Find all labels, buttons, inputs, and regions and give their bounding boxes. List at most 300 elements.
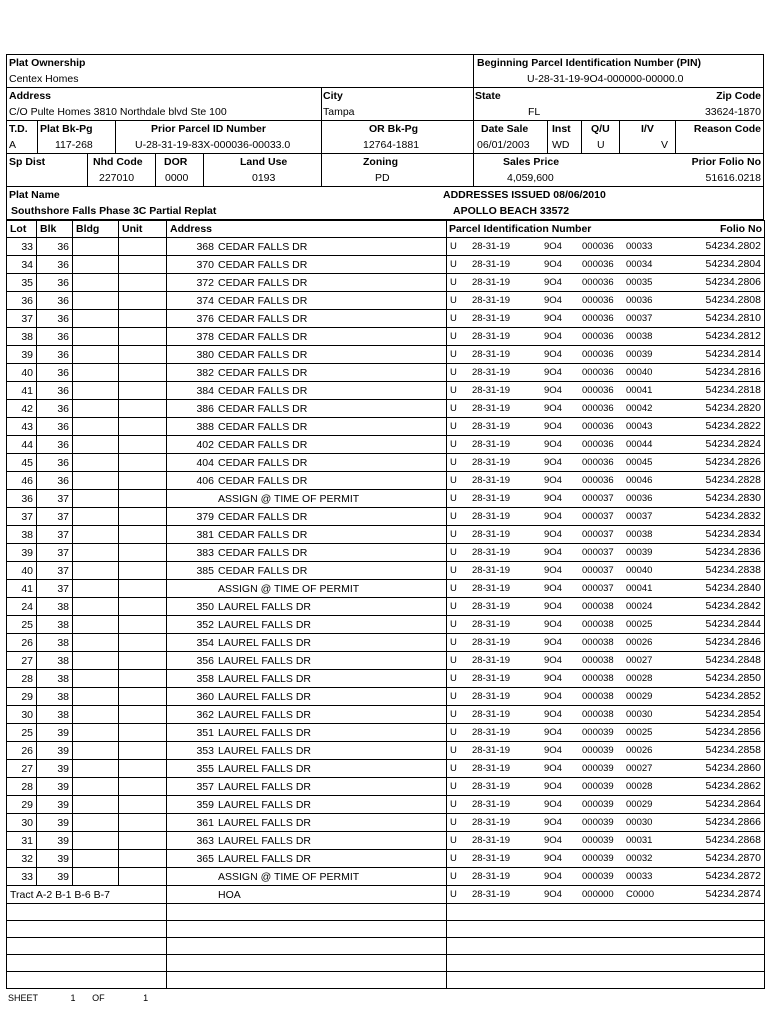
- street-name: ASSIGN @ TIME OF PERMIT: [218, 870, 360, 883]
- table-row: [7, 814, 765, 832]
- table-row: [7, 364, 765, 382]
- pin-part-5: 00036: [626, 493, 653, 504]
- pin-part-5: 00027: [626, 763, 653, 774]
- house-number: 351: [196, 726, 214, 739]
- pin-part-4: 000036: [582, 349, 614, 360]
- bldg-cell: [73, 688, 119, 706]
- unit-cell: [119, 292, 167, 310]
- pin-part-1: U: [450, 763, 457, 774]
- lot-cell: 37: [7, 508, 37, 526]
- street-name: LAUREL FALLS DR: [218, 816, 311, 829]
- pin-part-3: 9O4: [544, 529, 562, 540]
- pin-part-3: 9O4: [544, 673, 562, 684]
- pin-part-5: 00038: [626, 529, 653, 540]
- pin-cell: [447, 724, 765, 742]
- bldg-cell: [73, 616, 119, 634]
- street-name: CEDAR FALLS DR: [218, 330, 308, 343]
- pin-part-1: U: [450, 655, 457, 666]
- pin-cell: [447, 436, 765, 454]
- pin-cell: [447, 418, 765, 436]
- pin-part-4: 000039: [582, 781, 614, 792]
- orbk-label: OR Bk-Pg: [369, 123, 419, 135]
- lots-table: [6, 220, 765, 989]
- street-name: CEDAR FALLS DR: [218, 240, 308, 253]
- table-row: [7, 652, 765, 670]
- pin-part-2: 28-31-19: [472, 475, 511, 486]
- qu-value: U: [597, 139, 605, 151]
- lot-cell: 25: [7, 724, 37, 742]
- prior-folio-value: 51616.0218: [705, 172, 761, 184]
- dor-value: 0000: [165, 172, 189, 184]
- pin-part-2: 28-31-19: [472, 529, 511, 540]
- pin-part-5: 00041: [626, 583, 653, 594]
- pin-part-5: 00037: [626, 313, 653, 324]
- folio-cell: 54234.2818: [705, 384, 761, 396]
- house-number: 361: [196, 816, 214, 829]
- pin-part-3: 9O4: [544, 619, 562, 630]
- pin-cell: [447, 310, 765, 328]
- bldg-cell: [73, 814, 119, 832]
- unit-cell: [119, 418, 167, 436]
- pin-part-2: 28-31-19: [472, 799, 511, 810]
- house-number: 350: [196, 600, 214, 613]
- lot-cell: 45: [7, 454, 37, 472]
- pin-part-3: 9O4: [544, 277, 562, 288]
- pin-part-5: 00035: [626, 277, 653, 288]
- unit-cell: [119, 850, 167, 868]
- lot-cell: 30: [7, 706, 37, 724]
- prior-pin-label: Prior Parcel ID Number: [151, 123, 266, 135]
- pin-part-3: 9O4: [544, 457, 562, 468]
- pin-part-3: 9O4: [544, 835, 562, 846]
- pin-part-1: U: [450, 583, 457, 594]
- bldg-cell: [73, 850, 119, 868]
- pin-part-3: 9O4: [544, 367, 562, 378]
- unit-cell: [119, 616, 167, 634]
- unit-cell: [119, 526, 167, 544]
- bldg-cell: [73, 472, 119, 490]
- house-number: 402: [196, 438, 214, 451]
- unit-cell: [119, 688, 167, 706]
- table-row: [7, 832, 765, 850]
- pin-part-1: U: [450, 349, 457, 360]
- blk-cell: 36: [37, 310, 73, 328]
- pin-part-1: U: [450, 457, 457, 468]
- street-name: CEDAR FALLS DR: [218, 564, 308, 577]
- bldg-cell: [73, 652, 119, 670]
- inst-label: Inst: [552, 123, 571, 135]
- folio-cell: 54234.2824: [705, 438, 761, 450]
- lot-cell: 26: [7, 742, 37, 760]
- bldg-cell: [73, 832, 119, 850]
- blk-cell: 36: [37, 454, 73, 472]
- pin-part-1: U: [450, 241, 457, 252]
- folio-cell: 54234.2802: [705, 240, 761, 252]
- pin-part-5: 00026: [626, 745, 653, 756]
- zip-label: Zip Code: [716, 90, 761, 102]
- folio-cell: 54234.2844: [705, 618, 761, 630]
- lot-cell: 39: [7, 544, 37, 562]
- pin-part-1: U: [450, 781, 457, 792]
- pin-part-5: 00029: [626, 691, 653, 702]
- pin-part-3: 9O4: [544, 439, 562, 450]
- pin-part-4: 000039: [582, 871, 614, 882]
- house-number: 372: [196, 276, 214, 289]
- pin-cell: [447, 490, 765, 508]
- pin-part-2: 28-31-19: [472, 691, 511, 702]
- bldg-cell: [73, 724, 119, 742]
- table-body: [7, 238, 765, 989]
- pin-part-2: 28-31-19: [472, 637, 511, 648]
- lot-cell: 29: [7, 796, 37, 814]
- street-name: CEDAR FALLS DR: [218, 510, 308, 523]
- blk-cell: 36: [37, 292, 73, 310]
- lot-cell: 46: [7, 472, 37, 490]
- zoning-label: Zoning: [363, 156, 398, 168]
- bldg-cell: [73, 364, 119, 382]
- street-name: CEDAR FALLS DR: [218, 546, 308, 559]
- pin-part-2: 28-31-19: [472, 889, 511, 900]
- pin-part-5: 00044: [626, 439, 653, 450]
- sheet-num: 1: [70, 993, 76, 1003]
- prior-pin-value: U-28-31-19-83X-000036-00033.0: [135, 139, 291, 151]
- street-name: CEDAR FALLS DR: [218, 312, 308, 325]
- blk-cell: 39: [37, 796, 73, 814]
- table-row: [7, 310, 765, 328]
- pin-cell: [447, 544, 765, 562]
- street-name: HOA: [218, 888, 241, 901]
- bldg-cell: [73, 346, 119, 364]
- td-label: T.D.: [9, 123, 28, 135]
- pin-cell: [447, 796, 765, 814]
- address-cell: [167, 490, 447, 508]
- blk-cell: 38: [37, 652, 73, 670]
- table-row: [7, 634, 765, 652]
- blk-cell: 37: [37, 490, 73, 508]
- pin-cell: [447, 346, 765, 364]
- unit-cell: [119, 778, 167, 796]
- plat-name-label: Plat Name: [9, 189, 60, 201]
- iv-label: I/V: [641, 123, 654, 135]
- bldg-cell: [73, 382, 119, 400]
- lot-cell: 39: [7, 346, 37, 364]
- street-name: CEDAR FALLS DR: [218, 348, 308, 361]
- blk-cell: 38: [37, 706, 73, 724]
- col-unit: Unit: [119, 221, 167, 238]
- blk-cell: 36: [37, 328, 73, 346]
- address-cell: [167, 274, 447, 292]
- folio-cell: 54234.2858: [705, 744, 761, 756]
- lot-cell: 41: [7, 382, 37, 400]
- bldg-cell: [73, 670, 119, 688]
- date-sale-value: 06/01/2003: [477, 139, 530, 151]
- lot-cell: 30: [7, 814, 37, 832]
- pin-cell: [447, 742, 765, 760]
- address-cell: [167, 238, 447, 256]
- house-number: 357: [196, 780, 214, 793]
- folio-cell: 54234.2848: [705, 654, 761, 666]
- col-address: Address: [167, 221, 447, 238]
- table-row: [7, 850, 765, 868]
- pin-part-1: U: [450, 853, 457, 864]
- unit-cell: [119, 562, 167, 580]
- street-name: LAUREL FALLS DR: [218, 780, 311, 793]
- house-number: 386: [196, 402, 214, 415]
- pin-cell: [447, 454, 765, 472]
- unit-cell: [119, 310, 167, 328]
- folio-cell: 54234.2860: [705, 762, 761, 774]
- pin-part-4: 000036: [582, 313, 614, 324]
- col-folio: Folio No: [720, 223, 762, 235]
- lot-cell: 25: [7, 616, 37, 634]
- pin-part-1: U: [450, 493, 457, 504]
- unit-cell: [119, 508, 167, 526]
- pin-cell: [447, 562, 765, 580]
- pin-part-5: 00041: [626, 385, 653, 396]
- pin-cell: [447, 328, 765, 346]
- bldg-cell: [73, 526, 119, 544]
- unit-cell: [119, 364, 167, 382]
- table-row: [7, 526, 765, 544]
- pin-part-2: 28-31-19: [472, 871, 511, 882]
- blank-row: [7, 972, 765, 989]
- blk-cell: 37: [37, 508, 73, 526]
- folio-cell: 54234.2866: [705, 816, 761, 828]
- plat-name-value: Southshore Falls Phase 3C Partial Replat: [11, 205, 217, 217]
- pin-cell: [447, 814, 765, 832]
- pin-part-4: 000036: [582, 331, 614, 342]
- lot-cell: 42: [7, 400, 37, 418]
- blk-cell: 36: [37, 274, 73, 292]
- house-number: 406: [196, 474, 214, 487]
- pin-part-4: 000038: [582, 655, 614, 666]
- pin-part-5: 00043: [626, 421, 653, 432]
- table-row: [7, 598, 765, 616]
- folio-cell: 54234.2822: [705, 420, 761, 432]
- pin-cell: [447, 688, 765, 706]
- lot-cell: 34: [7, 256, 37, 274]
- lot-cell: 36: [7, 292, 37, 310]
- city-value: Tampa: [323, 106, 355, 118]
- street-name: CEDAR FALLS DR: [218, 276, 308, 289]
- pin-part-1: U: [450, 439, 457, 450]
- pin-part-3: 9O4: [544, 511, 562, 522]
- pin-cell: [447, 886, 765, 904]
- street-name: CEDAR FALLS DR: [218, 258, 308, 271]
- pin-cell: [447, 364, 765, 382]
- unit-cell: [119, 868, 167, 886]
- bldg-cell: [73, 508, 119, 526]
- pin-cell: [447, 472, 765, 490]
- orbk-value: 12764-1881: [363, 139, 420, 151]
- street-name: CEDAR FALLS DR: [218, 420, 308, 433]
- inst-value: WD: [552, 139, 570, 151]
- unit-cell: [119, 238, 167, 256]
- blk-cell: 36: [37, 400, 73, 418]
- unit-cell: [119, 796, 167, 814]
- table-row: [7, 616, 765, 634]
- address-cell: [167, 310, 447, 328]
- bldg-cell: [73, 418, 119, 436]
- house-number: 381: [196, 528, 214, 541]
- address-cell: [167, 670, 447, 688]
- pin-part-1: U: [450, 367, 457, 378]
- pin-part-5: 00030: [626, 817, 653, 828]
- pin-part-2: 28-31-19: [472, 835, 511, 846]
- table-row: [7, 382, 765, 400]
- unit-cell: [119, 670, 167, 688]
- blk-cell: 37: [37, 562, 73, 580]
- col-pin-folio: [447, 221, 765, 238]
- pin-part-1: U: [450, 637, 457, 648]
- city-zip: APOLLO BEACH 33572: [453, 205, 570, 217]
- street-name: LAUREL FALLS DR: [218, 690, 311, 703]
- pin-part-5: 00045: [626, 457, 653, 468]
- folio-cell: 54234.2830: [705, 492, 761, 504]
- street-name: LAUREL FALLS DR: [218, 708, 311, 721]
- pin-value: U-28-31-19-9O4-000000-00000.0: [527, 73, 684, 85]
- pin-label: Beginning Parcel Identification Number (PIN): [477, 57, 702, 69]
- bldg-cell: [73, 544, 119, 562]
- pin-part-4: 000036: [582, 403, 614, 414]
- address-cell: [167, 526, 447, 544]
- pin-cell: [447, 832, 765, 850]
- lot-cell: 44: [7, 436, 37, 454]
- pin-part-5: 00036: [626, 295, 653, 306]
- lot-cell: 33: [7, 238, 37, 256]
- blk-cell: 36: [37, 436, 73, 454]
- pin-part-2: 28-31-19: [472, 547, 511, 558]
- pin-cell: [447, 778, 765, 796]
- blk-cell: 36: [37, 256, 73, 274]
- pin-part-1: U: [450, 313, 457, 324]
- pin-part-2: 28-31-19: [472, 745, 511, 756]
- unit-cell: [119, 580, 167, 598]
- pin-part-2: 28-31-19: [472, 313, 511, 324]
- landuse-value: 0193: [252, 172, 276, 184]
- bldg-cell: [73, 742, 119, 760]
- pin-part-3: 9O4: [544, 817, 562, 828]
- prior-folio-label: Prior Folio No: [691, 156, 761, 168]
- of-label: OF: [92, 993, 105, 1003]
- blk-cell: 37: [37, 544, 73, 562]
- city-label: City: [323, 90, 343, 102]
- pin-part-4: 000037: [582, 565, 614, 576]
- pin-part-1: U: [450, 403, 457, 414]
- house-number: 383: [196, 546, 214, 559]
- address-cell: [167, 814, 447, 832]
- table-row: [7, 580, 765, 598]
- folio-cell: 54234.2868: [705, 834, 761, 846]
- lot-cell: 35: [7, 274, 37, 292]
- bldg-cell: [73, 274, 119, 292]
- blk-cell: 36: [37, 382, 73, 400]
- address-cell: [167, 382, 447, 400]
- pin-part-1: U: [450, 511, 457, 522]
- address-cell: [167, 364, 447, 382]
- unit-cell: [119, 256, 167, 274]
- folio-cell: 54234.2828: [705, 474, 761, 486]
- table-row: [7, 886, 765, 904]
- blk-cell: 39: [37, 724, 73, 742]
- pin-part-4: 000037: [582, 493, 614, 504]
- address-cell: [167, 292, 447, 310]
- td-value: A: [9, 139, 17, 151]
- pin-part-2: 28-31-19: [472, 781, 511, 792]
- pin-part-2: 28-31-19: [472, 277, 511, 288]
- address-cell: [167, 868, 447, 886]
- address-cell: [167, 580, 447, 598]
- address-cell: [167, 832, 447, 850]
- house-number: 368: [196, 240, 214, 253]
- unit-cell: [119, 724, 167, 742]
- table-row: [7, 706, 765, 724]
- street-name: CEDAR FALLS DR: [218, 402, 308, 415]
- pin-cell: [447, 508, 765, 526]
- unit-cell: [119, 832, 167, 850]
- pin-part-4: 000036: [582, 367, 614, 378]
- pin-part-2: 28-31-19: [472, 403, 511, 414]
- address-cell: [167, 616, 447, 634]
- street-name: CEDAR FALLS DR: [218, 438, 308, 451]
- pin-part-3: 9O4: [544, 889, 562, 900]
- blk-cell: 38: [37, 670, 73, 688]
- folio-cell: 54234.2846: [705, 636, 761, 648]
- blk-cell: 36: [37, 364, 73, 382]
- pin-part-5: 00039: [626, 547, 653, 558]
- zip-value: 33624-1870: [704, 106, 761, 118]
- bldg-cell: [73, 562, 119, 580]
- unit-cell: [119, 490, 167, 508]
- pin-part-1: U: [450, 745, 457, 756]
- lot-cell: 40: [7, 364, 37, 382]
- pin-part-3: 9O4: [544, 295, 562, 306]
- folio-cell: 54234.2834: [705, 528, 761, 540]
- pin-part-4: 000039: [582, 835, 614, 846]
- pin-part-3: 9O4: [544, 727, 562, 738]
- pin-part-2: 28-31-19: [472, 673, 511, 684]
- house-number: 404: [196, 456, 214, 469]
- lot-cell: 37: [7, 310, 37, 328]
- bldg-cell: [73, 238, 119, 256]
- table-row: [7, 256, 765, 274]
- pin-part-3: 9O4: [544, 637, 562, 648]
- pin-part-1: U: [450, 709, 457, 720]
- lot-cell: 29: [7, 688, 37, 706]
- house-number: 356: [196, 654, 214, 667]
- street-name: LAUREL FALLS DR: [218, 834, 311, 847]
- header-block: [6, 54, 764, 221]
- sheet-footer: [8, 993, 766, 1003]
- folio-cell: 54234.2810: [705, 312, 761, 324]
- lot-cell: 24: [7, 598, 37, 616]
- pin-part-2: 28-31-19: [472, 295, 511, 306]
- blk-cell: 36: [37, 238, 73, 256]
- qu-label: Q/U: [591, 123, 610, 135]
- folio-cell: 54234.2836: [705, 546, 761, 558]
- address-cell: [167, 562, 447, 580]
- pin-part-4: 000037: [582, 511, 614, 522]
- address-cell: [167, 256, 447, 274]
- lot-cell: 41: [7, 580, 37, 598]
- table-row: [7, 760, 765, 778]
- pin-part-1: U: [450, 529, 457, 540]
- unit-cell: [119, 400, 167, 418]
- pin-part-2: 28-31-19: [472, 619, 511, 630]
- blk-cell: 39: [37, 814, 73, 832]
- pin-part-4: 000036: [582, 439, 614, 450]
- house-number: 378: [196, 330, 214, 343]
